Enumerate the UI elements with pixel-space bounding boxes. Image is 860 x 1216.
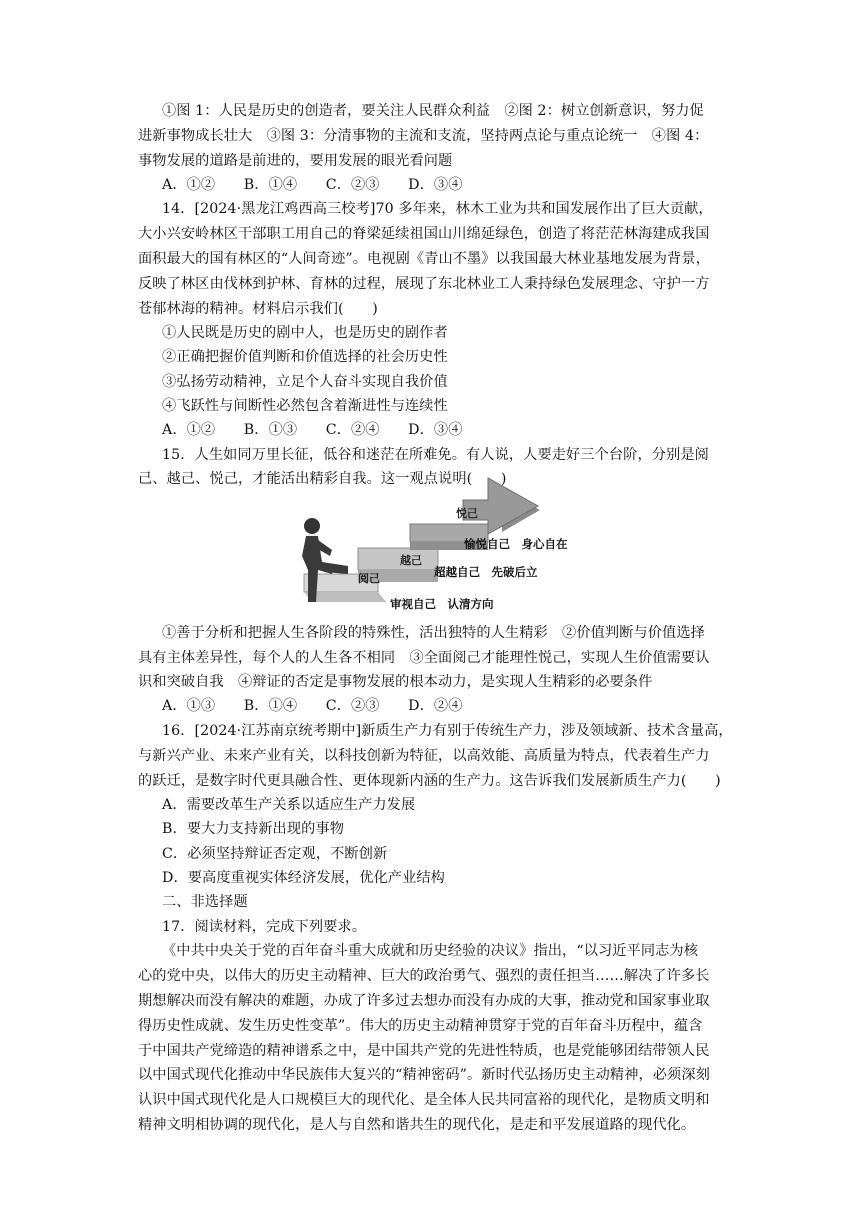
text-line: 识和突破自我 ④辩证的否定是事物发展的根本动力，是实现人生精彩的必要条件 — [138, 674, 653, 690]
option-line: ②正确把握价值判断和价值选择的社会历史性 — [162, 349, 448, 365]
life-steps-figure — [288, 470, 608, 618]
material-text: 期想解决而没有解决的难题，办成了许多过去想办而没有办成的大事，推动党和国家事业取 — [138, 993, 710, 1009]
section-heading: 二、非选择题 — [162, 894, 248, 910]
material-text: 《中共中央关于党的百年奋斗重大成就和历史经验的决议》指出，“以习近平同志为核 — [162, 943, 698, 959]
step-caption: 愉悦自己 身心自在 — [464, 537, 568, 551]
question-16: 16．[2024·江苏南京统考期中]新质生产力有别于传统生产力，涉及领域新、技术含量高， — [162, 723, 733, 739]
text-line: ①图 1：人民是历史的创造者，要关注人民群众利益 ②图 2：树立创新意识，努力促 — [162, 103, 704, 119]
text-line: 的跃迁，是数字时代更具融合性、更体现新内涵的生产力。这告诉我们发展新质生产力( ) — [138, 773, 721, 789]
material-text: 心的党中央，以伟大的历史主动精神、巨大的政治勇气、强烈的责任担当……解决了许多长 — [138, 968, 710, 984]
step-caption: 审视自己 认清方向 — [390, 597, 494, 611]
option-line: ①人民既是历史的剧中人，也是历史的剧作者 — [162, 325, 448, 341]
answer-options: A．①③ B．①④ C．②③ D．②④ — [162, 698, 463, 714]
text-line: 与新兴产业、未来产业有关，以科技创新为特征，以高效能、高质量为特点，代表着生产力 — [138, 748, 710, 764]
step-label: 越己 — [400, 554, 422, 567]
text-line: 具有主体差异性，每个人的人生各不相同 ③全面阅己才能理性悦己，实现人生价值需要认 — [138, 650, 710, 666]
question-14: 14．[2024·黑龙江鸡西高三校考]70 多年来，林木工业为共和国发展作出了巨大贡献， — [162, 201, 713, 217]
text-line: 苍郁林海的精神。材料启示我们( ) — [138, 301, 378, 317]
question-15: 15．人生如同万里长征，低谷和迷茫在所难免。有人说，人要走好三个台阶，分别是阅 — [162, 447, 709, 463]
step-caption: 超越自己 先破后立 — [434, 565, 538, 579]
option-b: B．要大力支持新出现的事物 — [162, 821, 344, 837]
question-17: 17．阅读材料，完成下列要求。 — [162, 919, 366, 935]
material-text: 认识中国式现代化是人口规模巨大的现代化、是全体人民共同富裕的现代化，是物质文明和 — [138, 1092, 710, 1108]
option-d: D．要高度重视实体经济发展，优化产业结构 — [162, 870, 445, 886]
text-line: 己、越己、悦己，才能活出精彩自我。这一观点说明( ) — [138, 471, 507, 487]
step-label: 悦己 — [456, 507, 478, 520]
option-line: ④飞跃性与间断性必然包含着渐进性与连续性 — [162, 398, 448, 414]
option-line: ①善于分析和把握人生各阶段的特殊性，活出独特的人生精彩 ②价值判断与价值选择 — [162, 625, 705, 641]
option-c: C．必须坚持辩证否定观，不断创新 — [162, 846, 388, 862]
step-label: 阅己 — [358, 572, 380, 585]
option-line: ③弘扬劳动精神，立足个人奋斗实现自我价值 — [162, 374, 448, 390]
material-text: 于中国共产党缔造的精神谱系之中，是中国共产党的先进性特质，也是党能够团结带领人民 — [138, 1043, 710, 1059]
answer-options: A．①② B．①④ C．②③ D．③④ — [162, 177, 463, 193]
text-line: 面积最大的国有林区的“人间奇迹”。电视剧《青山不墨》以我国最大林业基地发展为背景， — [138, 251, 710, 267]
text-line: 反映了林区由伐林到护林、育林的过程，展现了东北林业工人秉持绿色发展理念、守护一方 — [138, 276, 710, 292]
material-text: 得历史性成就、发生历史性变革”。伟大的历史主动精神贯穿于党的百年奋斗历程中，蕴含 — [138, 1018, 703, 1034]
material-text: 以中国式现代化推动中华民族伟大复兴的“精神密码”。新时代弘扬历史主动精神，必须深刻 — [138, 1067, 710, 1083]
material-text: 精神文明相协调的现代化，是人与自然和谐共生的现代化，是走和平发展道路的现代化。 — [138, 1117, 696, 1133]
option-a: A．需要改革生产关系以适应生产力发展 — [162, 797, 416, 813]
text-line: 事物发展的道路是前进的，要用发展的眼光看问题 — [138, 153, 453, 169]
text-line: 大小兴安岭林区干部职工用自己的脊梁延续祖国山川绵延绿色，创造了将茫茫林海建成我国 — [138, 226, 710, 242]
text-line: 进新事物成长壮大 ③图 3：分清事物的主流和支流，坚持两点论与重点论统一 ④图 4： — [138, 128, 709, 144]
answer-options: A．①② B．①③ C．②④ D．③④ — [162, 422, 463, 438]
